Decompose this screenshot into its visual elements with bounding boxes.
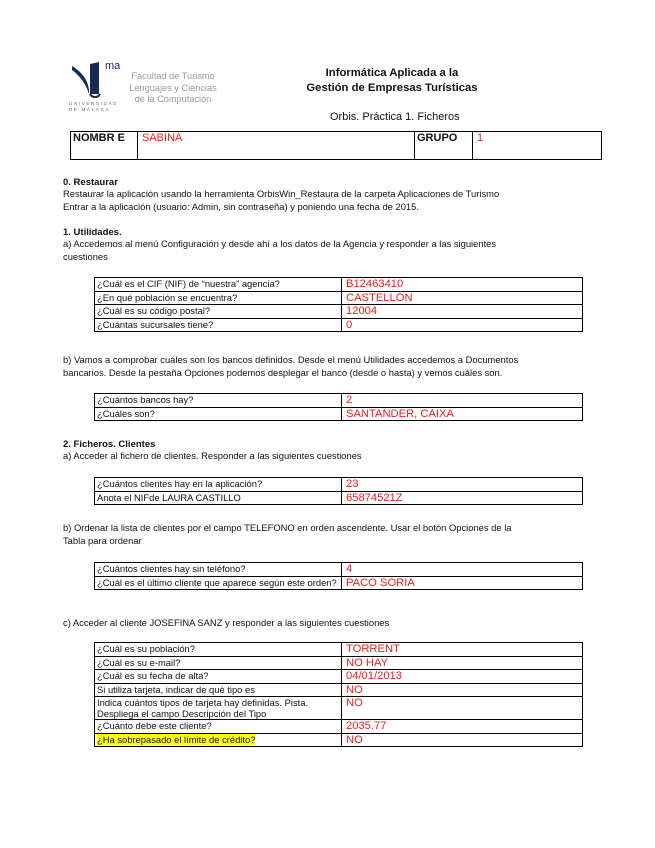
table-row — [95, 407, 583, 421]
table-row — [95, 318, 583, 332]
clients-table — [94, 477, 583, 505]
table-row — [95, 563, 583, 577]
phone-order-table — [94, 562, 583, 590]
table-row — [95, 278, 583, 292]
table-row — [95, 683, 583, 697]
group-label: GRUPO — [415, 132, 473, 160]
answer-cell: PACO SORIA — [342, 576, 583, 590]
page-subtitle: Orbis. Práctica 1. Ficheros — [330, 111, 460, 123]
question-cell: ¿Cuáles son? — [95, 407, 342, 421]
paragraph-line: cuestiones — [63, 250, 108, 262]
answer-cell: 12004 — [342, 305, 583, 319]
paragraph-line: bancarios. Desde la pestaña Opciones podemos desplegar el banco (desde o hasta) y vemos cuáles son. — [63, 366, 503, 378]
answer-cell: TORRENT — [342, 643, 583, 657]
section-heading: 2. Ficheros. Clientes — [63, 439, 156, 450]
answer-cell: 4 — [342, 563, 583, 577]
paragraph-line: Restaurar la aplicación usando la herramienta OrbisWin_Restaura de la carpeta Aplicaciones de Turismo — [63, 188, 500, 199]
question-cell: ¿Cuánto debe este cliente? — [95, 720, 342, 734]
faculty-line: Facultad de Turismo — [131, 71, 215, 81]
answer-cell: NO — [342, 697, 583, 720]
answer-cell: NO HAY — [342, 656, 583, 670]
answer-cell: 0 — [342, 318, 583, 332]
answer-cell: SANTANDER, CAIXA — [342, 407, 583, 421]
question-cell: Indica cuántos tipos de tarjeta hay definidas. Pista. Despliega el campo Descripción del Tipo — [95, 697, 342, 720]
group-value: 1 — [473, 132, 602, 160]
question-cell: ¿Cuál es su población? — [95, 643, 342, 657]
answer-cell: 2035.77 — [342, 720, 583, 734]
paragraph — [63, 354, 518, 379]
question-cell: ¿Cuál es el CIF (NIF) de “nuestra” agencia? — [95, 278, 342, 292]
answer-cell: NO — [342, 733, 583, 747]
answer-cell: 2 — [342, 394, 583, 408]
table-row — [95, 643, 583, 657]
question-cell: Anota el NIFde LAURA CASTILLO — [95, 491, 342, 505]
paragraph-line: Tabla para ordenar — [63, 534, 142, 546]
table-row — [95, 291, 583, 305]
table-row — [95, 478, 583, 492]
table-row — [95, 576, 583, 590]
paragraph-line: a) Accedemos al menú Configuración y desde ahí a los datos de la Agencia y responder a las siguientes — [63, 238, 497, 249]
faculty-line: Lenguajes y Ciencias — [129, 82, 217, 93]
university-line: DE MÁLAGA — [69, 106, 111, 112]
faculty-line: de la Computación — [134, 94, 212, 104]
title-line: Gestión de Empresas Turísticas — [306, 82, 478, 94]
name-label: NOMBR E — [71, 132, 138, 160]
question-cell: ¿Cuál es el último cliente que aparece según este orden? — [95, 576, 342, 590]
question-cell: ¿Cuál es su código postal? — [95, 305, 342, 319]
table-row — [95, 305, 583, 319]
question-cell: Si utiliza tarjeta, indicar de qué tipo es — [95, 683, 342, 697]
question-cell: ¿Cuántas sucursales tiene? — [95, 318, 342, 332]
paragraph-line: Entrar a la aplicación (usuario: Admin, sin contraseña) y poniendo una fecha de 2015. — [63, 200, 419, 212]
table-row — [95, 733, 583, 747]
table-row — [95, 697, 583, 720]
banks-table — [94, 393, 583, 421]
question-cell: ¿Cuál es su fecha de alta? — [95, 670, 342, 684]
client-josefina-table — [94, 642, 583, 747]
logo-mark-text: ma — [105, 60, 121, 72]
section-heading: 0. Restaurar — [63, 177, 118, 188]
paragraph-line: b) Vamos a comprobar cuáles son los bancos definidos. Desde el menú Utilidades accedemos a Documentos — [63, 354, 519, 365]
paragraph: c) Acceder al cliente JOSEFINA SANZ y responder a las siguientes cuestiones — [63, 617, 390, 628]
answer-cell: CASTELLÓN — [342, 291, 583, 305]
table-row — [95, 491, 583, 505]
section-heading: 1. Utilidades. — [63, 227, 122, 238]
question-cell: ¿Cuál es su e-mail? — [95, 656, 342, 670]
highlighted-question: ¿Ha sobrepasado el límite de crédito? — [97, 733, 256, 745]
answer-cell: 23 — [342, 478, 583, 492]
table-row — [95, 670, 583, 684]
paragraph: a) Acceder al fichero de clientes. Responder a las siguientes cuestiones — [63, 450, 362, 461]
question-cell: ¿Cuántos clientes hay sin teléfono? — [95, 563, 342, 577]
question-cell: ¿Cuántos clientes hay en la aplicación? — [95, 478, 342, 492]
question-cell: ¿En qué población se encuentra? — [95, 291, 342, 305]
student-info-table — [70, 131, 602, 160]
answer-cell: B12463410 — [342, 278, 583, 292]
answer-cell: 65874521Z — [342, 491, 583, 505]
answer-cell: 04/01/2013 — [342, 670, 583, 684]
table-row — [95, 394, 583, 408]
table-row — [95, 720, 583, 734]
table-row — [95, 656, 583, 670]
title-line: Informática Aplicada a la — [325, 67, 459, 79]
answer-cell: NO — [342, 683, 583, 697]
paragraph — [63, 188, 499, 213]
paragraph — [63, 522, 512, 547]
agency-table — [94, 277, 583, 332]
paragraph-line: b) Ordenar la lista de clientes por el campo TELEFONO en orden ascendente. Usar el botón Opciones de la — [63, 522, 512, 533]
name-value: SABINA — [138, 132, 415, 160]
university-name — [69, 101, 129, 112]
paragraph — [63, 238, 496, 263]
page-title — [280, 66, 504, 96]
question-cell: ¿Cuántos bancos hay? — [95, 394, 342, 408]
faculty-name — [117, 71, 229, 106]
question-cell — [95, 733, 342, 747]
university-line: UNIVERSIDAD — [69, 101, 118, 106]
